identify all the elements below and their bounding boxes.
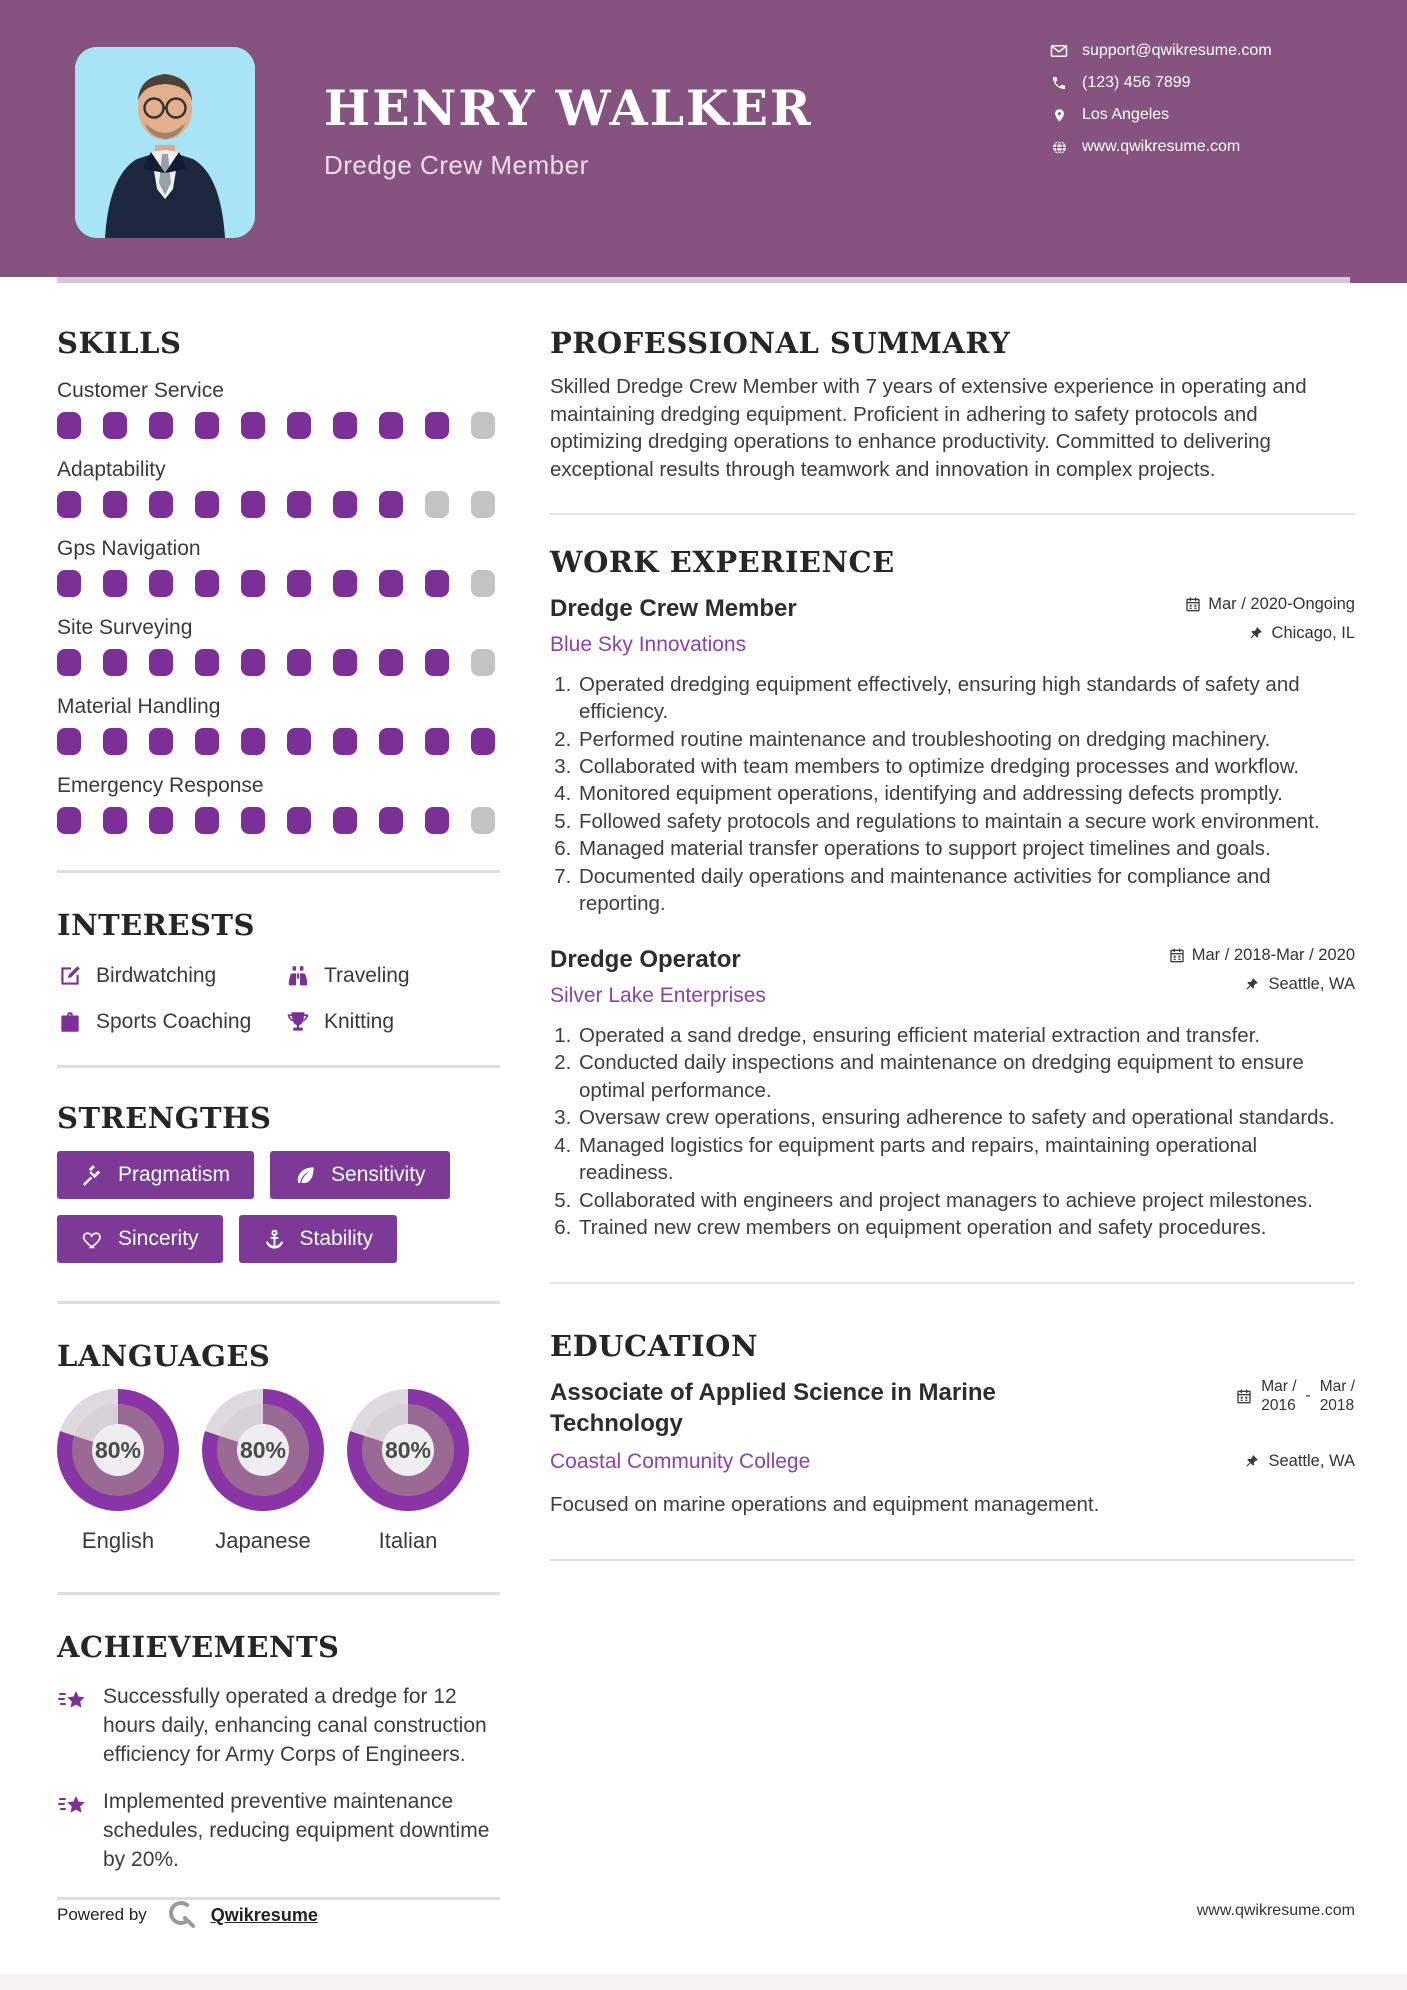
achievement-text: Implemented preventive maintenance schedules, reducing equipment downtime by 20%. [103,1789,490,1871]
language-label: English [81,1528,155,1554]
calendar-icon [1236,1388,1252,1404]
job-location [1249,624,1355,643]
contact-email [1050,42,1272,60]
skills-heading: SKILLS [57,326,182,360]
dot-filled [103,491,127,518]
dot-filled [333,412,357,439]
education-description: Focused on marine operations and equipment management. [550,1493,1100,1517]
dot-empty [471,570,495,597]
interest-item [57,1009,285,1035]
achievements-section [57,1631,500,1874]
skill-rating-dots [57,728,500,755]
job-location-text: Seattle, WA [1268,974,1355,993]
strength-chip [239,1215,398,1263]
skills-section [57,327,500,834]
main-column [550,283,1355,1908]
skill-label: Material Handling [57,695,221,719]
dot-filled [425,570,449,597]
identity-block [324,79,813,181]
summary-heading: PROFESSIONAL SUMMARY [550,326,1011,360]
language-item [347,1389,469,1554]
summary-section [550,327,1355,483]
dot-empty [471,412,495,439]
dot-filled [195,807,219,834]
dot-filled [103,412,127,439]
job-title: Dredge Crew Member [550,594,797,622]
job-bullet: 4. Managed logistics for equipment parts and repairs, maintaining operational readiness. [577,1132,1355,1187]
dot-filled [379,570,403,597]
envelope-icon [1050,42,1068,60]
interest-label: Knitting [324,1009,395,1033]
dot-filled [287,570,311,597]
dot-filled [379,728,403,755]
education-date-end: Mar / 2018 [1319,1377,1355,1415]
contact-phone-text: (123) 456 7899 [1082,74,1191,91]
dot-filled [333,570,357,597]
skill-item [57,616,500,676]
shooting-star-icon [57,1791,89,1823]
dot-filled [149,649,173,676]
achievement-item [57,1683,500,1770]
content [0,283,1407,1908]
work-heading: WORK EXPERIENCE [550,545,895,580]
job-entry [550,946,1355,1242]
strength-label: Stability [299,1227,374,1251]
education-section [550,1330,1355,1518]
dot-filled [57,728,81,755]
dot-filled [287,649,311,676]
degree-title: Associate of Applied Science in Marine Technology [550,1378,996,1438]
job-title-block [550,595,797,657]
languages-section [57,1340,500,1554]
dot-filled [287,412,311,439]
dot-filled [57,570,81,597]
dot-filled [425,728,449,755]
trophy-icon [285,1009,311,1035]
dot-filled [149,412,173,439]
job-bullet: 2. Conducted daily inspections and maintenance on dredging equipment to ensure optimal performance. [577,1049,1355,1104]
interests-grid [57,963,500,1035]
dot-filled [57,649,81,676]
languages-heading: LANGUAGES [57,1339,271,1374]
dot-filled [57,412,81,439]
education-heading: EDUCATION [550,1328,758,1363]
education-header [550,1377,1355,1474]
dot-filled [149,570,173,597]
briefcase-icon [57,1009,83,1035]
education-location [1245,1452,1355,1471]
language-donut-chart [347,1389,469,1511]
dot-filled [241,649,265,676]
job-date-text: Mar / 2020-Ongoing [1208,594,1355,613]
phone-icon [1050,74,1068,92]
pushpin-icon [1245,1453,1261,1469]
strengths-heading: STRENGTHS [57,1100,272,1135]
interests-heading: INTERESTS [57,908,255,943]
job-bullet: 5. Collaborated with engineers and project managers to achieve project milestones. [577,1187,1355,1214]
powered-by-label: Powered by [57,1905,147,1924]
shooting-star-icon [57,1686,89,1718]
dot-filled [103,649,127,676]
section-divider [57,1592,500,1595]
job-bullet-list [550,671,1355,918]
dot-filled [149,728,173,755]
section-divider [57,870,500,873]
contact-phone [1050,74,1272,92]
person-title: Dredge Crew Member [324,150,589,180]
skill-label: Emergency Response [57,774,264,798]
job-bullet: 1. Operated dredging equipment effectively, ensuring high standards of safety and efficiency. [577,671,1355,726]
job-entry [550,595,1355,918]
calendar-icon [1185,596,1201,612]
strength-chip [57,1215,223,1263]
skill-rating-dots [57,807,500,834]
strengths-list [57,1151,500,1263]
language-item [202,1389,324,1554]
contact-website-text: www.qwikresume.com [1082,138,1241,155]
skill-label: Customer Service [57,379,224,403]
globe-icon [1050,138,1068,156]
dot-filled [471,728,495,755]
education-title-block [550,1377,1090,1474]
dot-empty [471,807,495,834]
interest-item [285,1009,500,1035]
contact-website [1050,138,1272,156]
page-bottom-strip [0,1974,1407,1990]
dot-filled [57,807,81,834]
sidebar [57,283,500,1908]
education-location-text: Seattle, WA [1268,1451,1355,1470]
dot-filled [241,570,265,597]
skill-label: Site Surveying [57,616,193,640]
dot-filled [149,807,173,834]
language-item [57,1389,179,1554]
strength-label: Sincerity [118,1227,199,1251]
education-date [1236,1377,1355,1416]
interest-label: Sports Coaching [96,1009,252,1033]
language-percent: 80% [237,1424,289,1476]
skill-label: Gps Navigation [57,537,201,561]
job-company-link[interactable]: Blue Sky Innovations [550,632,747,656]
skill-rating-dots [57,491,500,518]
skill-item [57,458,500,518]
job-bullet-list [550,1022,1355,1242]
languages-list [57,1389,500,1554]
job-bullet: 2. Performed routine maintenance and troubleshooting on dredging machinery. [577,726,1355,753]
work-experience-section [550,546,1355,1241]
footer-branding [57,1898,318,1932]
dot-filled [103,728,127,755]
skill-item [57,537,500,597]
dot-filled [195,728,219,755]
skill-item [57,695,500,755]
dot-filled [149,491,173,518]
section-divider [57,1301,500,1304]
dot-empty [425,491,449,518]
job-title: Dredge Operator [550,945,741,973]
dot-filled [379,491,403,518]
skill-item [57,774,500,834]
profile-photo-illustration [75,47,255,238]
dot-filled [103,807,127,834]
dot-filled [425,807,449,834]
summary-text: Skilled Dredge Crew Member with 7 years of extensive experience in operating and maintaining dredging equipment. Proficient in adhering to safety protocols and optimizing dredging operations to enhance productivity. Committed to delivering exceptional results through teamwork and innovation in complex projects. [550,375,1307,481]
interest-label: Birdwatching [96,963,217,987]
achievements-heading: ACHIEVEMENTS [57,1630,340,1665]
job-meta [1185,595,1355,657]
section-divider [550,1282,1355,1284]
section-divider [550,1559,1355,1561]
qwikresume-link[interactable]: Qwikresume [210,1904,318,1925]
dot-filled [379,649,403,676]
contact-location [1050,106,1272,124]
contact-email-text: support@qwikresume.com [1082,42,1272,59]
job-company-link[interactable]: Silver Lake Enterprises [550,983,766,1007]
language-percent: 80% [382,1424,434,1476]
language-label: Japanese [215,1528,311,1554]
person-name: HENRY WALKER [324,79,813,137]
dot-filled [379,412,403,439]
dot-filled [333,491,357,518]
achievement-text: Successfully operated a dredge for 12 hours daily, enhancing canal construction efficiency for Army Corps of Engineers. [103,1684,487,1766]
interests-section [57,909,500,1034]
qwikresume-logo-icon [165,1898,199,1932]
job-header [550,595,1355,657]
skill-rating-dots [57,649,500,676]
skill-item [57,379,500,439]
dot-filled [287,491,311,518]
strength-label: Pragmatism [118,1163,231,1187]
dot-empty [471,649,495,676]
dot-filled [195,570,219,597]
dot-filled [379,807,403,834]
interest-label: Traveling [324,963,410,987]
strength-chip [270,1151,450,1199]
job-bullet: 1. Operated a sand dredge, ensuring efficient material extraction and transfer. [577,1022,1355,1049]
footer-website: www.qwikresume.com [1196,1902,1355,1919]
job-header [550,946,1355,1008]
language-donut-chart [202,1389,324,1511]
skill-label: Adaptability [57,458,166,482]
strength-chip [57,1151,254,1199]
section-divider [550,513,1355,515]
skill-rating-dots [57,412,500,439]
job-title-block [550,946,766,1008]
strengths-section [57,1102,500,1263]
dot-filled [195,649,219,676]
language-donut-chart [57,1389,179,1511]
job-bullet: 6. Trained new crew members on equipment operation and safety procedures. [577,1214,1355,1241]
dot-filled [241,491,265,518]
dot-filled [287,807,311,834]
education-meta [1236,1377,1355,1474]
dot-filled [287,728,311,755]
job-location [1245,975,1355,994]
education-date-separator: - [1305,1387,1311,1405]
job-bullet: 7. Documented daily operations and maintenance activities for compliance and reporting. [577,863,1355,918]
job-location-text: Chicago, IL [1271,623,1355,642]
job-date [1185,595,1355,614]
map-pin-icon [1050,106,1068,124]
header [0,0,1407,277]
dot-filled [333,807,357,834]
dot-filled [57,491,81,518]
pushpin-icon [1249,625,1265,641]
dot-filled [241,728,265,755]
leaf-icon [294,1164,317,1187]
calendar-icon [1169,947,1185,963]
job-bullet: 5. Followed safety protocols and regulations to maintain a secure work environment. [577,808,1355,835]
strength-label: Sensitivity [331,1163,426,1187]
job-meta [1169,946,1355,1008]
dot-filled [241,807,265,834]
section-divider [57,1065,500,1068]
education-date-start: Mar / 2016 [1261,1377,1297,1415]
interest-item [57,963,285,989]
language-percent: 80% [92,1424,144,1476]
job-bullet: 4. Monitored equipment operations, identifying and addressing defects promptly. [577,780,1355,807]
dot-empty [471,491,495,518]
profile-photo [75,47,255,238]
dot-filled [195,412,219,439]
dot-filled [333,649,357,676]
binoculars-icon [285,963,311,989]
contact-block [1050,42,1272,170]
anchor-icon [263,1228,286,1251]
dot-filled [195,491,219,518]
contact-location-text: Los Angeles [1082,106,1170,123]
job-bullet: 3. Collaborated with team members to optimize dredging processes and workflow. [577,753,1355,780]
school-link[interactable]: Coastal Community College [550,1450,811,1474]
interest-item [285,963,500,989]
gavel-icon [81,1164,104,1187]
job-bullet: 3. Oversaw crew operations, ensuring adherence to safety and operational standards. [577,1104,1355,1131]
dot-filled [241,412,265,439]
pen-square-icon [57,963,83,989]
job-date [1169,946,1355,965]
dot-filled [333,728,357,755]
skill-rating-dots [57,570,500,597]
dot-filled [103,570,127,597]
achievement-item [57,1788,500,1875]
pushpin-icon [1245,976,1261,992]
dot-filled [425,649,449,676]
language-label: Italian [378,1528,438,1554]
job-bullet: 6. Managed material transfer operations to support project timelines and goals. [577,835,1355,862]
heart-icon [81,1228,104,1251]
job-date-text: Mar / 2018-Mar / 2020 [1191,945,1355,964]
dot-filled [425,412,449,439]
